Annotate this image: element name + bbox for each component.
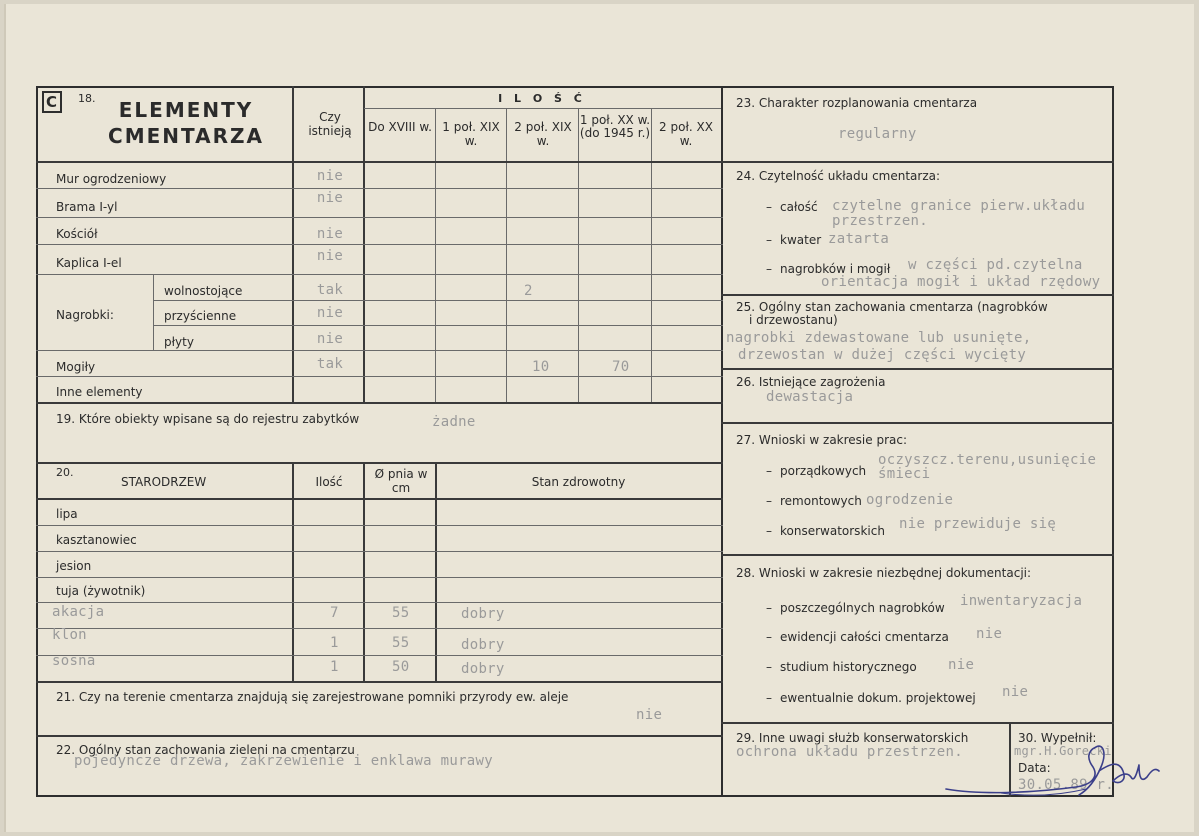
s24-calosc-value2: przestrzen. xyxy=(832,213,929,229)
s27-rem-value: ogrodzenie xyxy=(866,492,954,508)
s28-d-label: ewentualnie dokum. projektowej xyxy=(780,691,976,705)
s24-calosc-label: całość xyxy=(780,200,818,214)
s28-b-label: ewidencji całości cmentarza xyxy=(780,630,949,644)
s26-label: 26. Istniejące zagrożenia xyxy=(736,375,886,389)
s28-b-value: nie xyxy=(976,626,1003,642)
s22-label: 22. Ogólny stan zachowania zieleni na cmentarzu xyxy=(56,743,355,757)
row-brama-label: Brama I-yl xyxy=(56,200,118,214)
tree-tuja: tuja (żywotnik) xyxy=(56,584,146,598)
row-kaplica-label: Kaplica I-el xyxy=(56,256,122,270)
s26-value: dewastacja xyxy=(766,389,854,405)
s27-kons-label: konserwatorskich xyxy=(780,524,885,538)
row-mur-exists: nie xyxy=(316,168,344,184)
s28-d-value: nie xyxy=(1002,684,1029,700)
s20-col-pnia: Ø pnia w cm xyxy=(374,467,428,495)
col-1pol-xix: 1 poł. XIX w. xyxy=(442,120,500,148)
s25-label-1: 25. Ogólny stan zachowania cmentarza (nagrobków xyxy=(736,300,1048,314)
nagrobki-label: Nagrobki: xyxy=(56,308,114,322)
row-kosciol-label: Kościół xyxy=(56,227,98,241)
s24-label: 24. Czytelność układu cmentarza: xyxy=(736,169,941,183)
tree-kasztanowiec: kasztanowiec xyxy=(56,533,137,547)
s29-value: ochrona układu przestrzen. xyxy=(736,744,963,760)
mogily-label: Mogiły xyxy=(56,360,96,374)
s30-date-label: Data: xyxy=(1018,761,1051,775)
tree-klon-pnia: 55 xyxy=(392,635,410,651)
s27-porz-value1: oczyszcz.terenu,usunięcie xyxy=(878,452,1097,468)
tree-akacja-name: akacja xyxy=(52,604,105,620)
s25-value-1: nagrobki zdewastowane lub usunięte, xyxy=(726,330,1032,346)
tree-akacja-ilosc: 7 xyxy=(330,605,339,621)
tree-akacja-stan: dobry xyxy=(461,606,505,622)
s28-label: 28. Wnioski w zakresie niezbędnej dokumentacji: xyxy=(736,566,1032,580)
s20-col-ilosc: Ilość xyxy=(315,475,343,489)
s24-nagrobkow-value2: orientacja mogił i układ rzędowy xyxy=(821,274,1101,290)
s29-label: 29. Inne uwagi służb konserwatorskich xyxy=(736,731,969,745)
section-letter: C xyxy=(46,93,58,111)
s27-label: 27. Wnioski w zakresie prac: xyxy=(736,433,908,447)
s28-c-label: studium historycznego xyxy=(780,660,917,674)
cmentarza-title: CMENTARZA xyxy=(108,124,264,148)
row-kosciol-exists: nie xyxy=(316,226,344,242)
col-2pol-xx: 2 poł. XX w. xyxy=(659,120,713,148)
tree-sosna-name: sosna xyxy=(52,653,96,669)
s30-label: 30. Wypełnił: xyxy=(1018,731,1097,745)
s28-a-value: inwentaryzacja xyxy=(960,593,1083,609)
col-1pol-xx: 1 poł. XX w. (do 1945 r.) xyxy=(579,113,651,140)
nagrobki-wolnostojace: wolnostojące xyxy=(164,284,243,298)
tree-sosna-pnia: 50 xyxy=(392,659,410,675)
czy-istnieja-header: Czy istnieją xyxy=(308,110,352,138)
s25-label-2: i drzewostanu) xyxy=(749,313,838,327)
s28-c-value: nie xyxy=(948,657,975,673)
mogily-q-1pol-xx: 70 xyxy=(612,359,630,375)
s19-value: żadne xyxy=(432,414,476,430)
nagrobki-plyty: płyty xyxy=(164,335,194,349)
signature xyxy=(941,737,1181,807)
s27-porz-label: porządkowych xyxy=(780,464,867,478)
s23-value: regularny xyxy=(838,126,917,142)
mogily-exists: tak xyxy=(316,356,344,372)
ilosc-header: I L O Ś Ć xyxy=(498,92,586,105)
s30-name: mgr.H.Gorecki xyxy=(1014,744,1112,758)
s24-calosc-value1: czytelne granice pierw.układu xyxy=(832,198,1086,214)
tree-lipa: lipa xyxy=(56,507,78,521)
s21-label: 21. Czy na terenie cmentarza znajdują się zarejestrowane pomniki przyrody ew. aleje xyxy=(56,690,569,704)
col-do-xviii: Do XVIII w. xyxy=(368,120,432,134)
s24-kwater-label: kwater xyxy=(780,233,822,247)
nagrobki-przyscienne-exists: nie xyxy=(316,305,344,321)
s25-value-2: drzewostan w dużej części wycięty xyxy=(738,347,1027,363)
col-2pol-xix: 2 poł. XIX w. xyxy=(514,120,572,148)
nagrobki-przyscienne: przyścienne xyxy=(164,309,237,323)
section-number-18: 18. xyxy=(78,92,96,105)
s22-value: pojedyncze drzewa, zakrzewienie i enklawa murawy xyxy=(74,753,493,769)
mogily-q-2pol-xix: 10 xyxy=(532,359,550,375)
inne-label: Inne elementy xyxy=(56,385,143,399)
s24-kwater-value: zatarta xyxy=(828,231,890,247)
s28-a-label: poszczególnych nagrobków xyxy=(780,601,945,615)
s20-number: 20. xyxy=(56,466,74,479)
s27-porz-value2: śmieci xyxy=(878,466,931,482)
row-mur-label: Mur ogrodzeniowy xyxy=(56,172,167,186)
row-brama-exists: nie xyxy=(316,190,344,206)
s21-value: nie xyxy=(636,707,663,723)
nagrobki-wolnostojace-exists: tak xyxy=(316,282,344,298)
form-card: C 18. ELEMENTY CMENTARZA Czy istnieją I L O Ś Ć Do XVIII w. 1 poł. XIX w. 2 poł. XIX w. 1 poł. XX w. (do 1945 r.) 2 poł. XX w. Mur ogrodzeniowy nie Brama I-yl nie Kościół nie Kaplica I-el nie Nagrobki: wolnostojące tak 2 przyścienne nie płyty nie Mogiły tak 10 70 Inne elementy 19. Które obiekty wpisane są do rejestru zabytków żadne 20. STARODRZEW Ilość Ø pnia w cm Stan zdrowotny lipa kasztanowiec jesion tuja (żywotnik) akacja 7 55 dobry klon 1 55 dobry sosna 1 50 dobry 21. Czy na terenie cmentarza znajdują się zarejestrowane pomniki przyrody ew. aleje nie 22. Ogólny stan zachowania zieleni na cmentarzu pojedyncze drzewa, zakrzewienie i enklawa murawy 23. Charakter rozplanowania cmentarza regularny 24. Czytelność układu cmentarza: – całość czytelne granice pierw.układu przestrzen. – kwater zatarta – nagrobków i mogił w części pd.czytelna orientacja mogił i układ rzędowy 25. Ogólny stan zachowania cmentarza (nagrobków i drzewostanu) nagrobki zdewastowane lub usunięte, drzewostan w dużej części wycięty 26. Istniejące zagrożenia dewastacja 27. Wnioski w zakresie prac: – porządkowych oczyszcz.terenu,usunięcie śmieci – remontowych ogrodzenie – konserwatorskich nie przewiduje się 28. Wnioski w zakresie niezbędnej dokumentacji: – poszczególnych nagrobków inwentaryzacja – ewidencji całości cmentarza nie – studium historycznego nie – ewentualnie dokum. projektowej nie 29. Inne uwagi służb konserwatorskich ochrona układu przestrzen. 30. Wypełnił: mgr.H.Gorecki Data: 30.05.89 r. xyxy=(4,4,1194,832)
tree-klon-stan: dobry xyxy=(461,637,505,653)
tree-klon-name: klon xyxy=(52,627,87,643)
s24-nagrobkow-label: nagrobków i mogił xyxy=(780,262,891,276)
elementy-title: ELEMENTY xyxy=(118,98,254,122)
s27-rem-label: remontowych xyxy=(780,494,862,508)
nagrobki-wolnostojace-q: 2 xyxy=(524,283,533,299)
s20-col-stan: Stan zdrowotny xyxy=(531,475,626,489)
tree-jesion: jesion xyxy=(56,559,92,573)
s30-date: 30.05.89 r. xyxy=(1018,777,1115,793)
nagrobki-plyty-exists: nie xyxy=(316,331,344,347)
tree-klon-ilosc: 1 xyxy=(330,635,339,651)
s19-label: 19. Które obiekty wpisane są do rejestru zabytków xyxy=(56,412,360,426)
s23-label: 23. Charakter rozplanowania cmentarza xyxy=(736,96,978,110)
tree-sosna-stan: dobry xyxy=(461,661,505,677)
s24-nagrobkow-value1: w części pd.czytelna xyxy=(908,257,1083,273)
s20-title: STARODRZEW xyxy=(121,475,207,489)
row-kaplica-exists: nie xyxy=(316,248,344,264)
tree-akacja-pnia: 55 xyxy=(392,605,410,621)
tree-sosna-ilosc: 1 xyxy=(330,659,339,675)
s27-kons-value: nie przewiduje się xyxy=(899,516,1057,532)
